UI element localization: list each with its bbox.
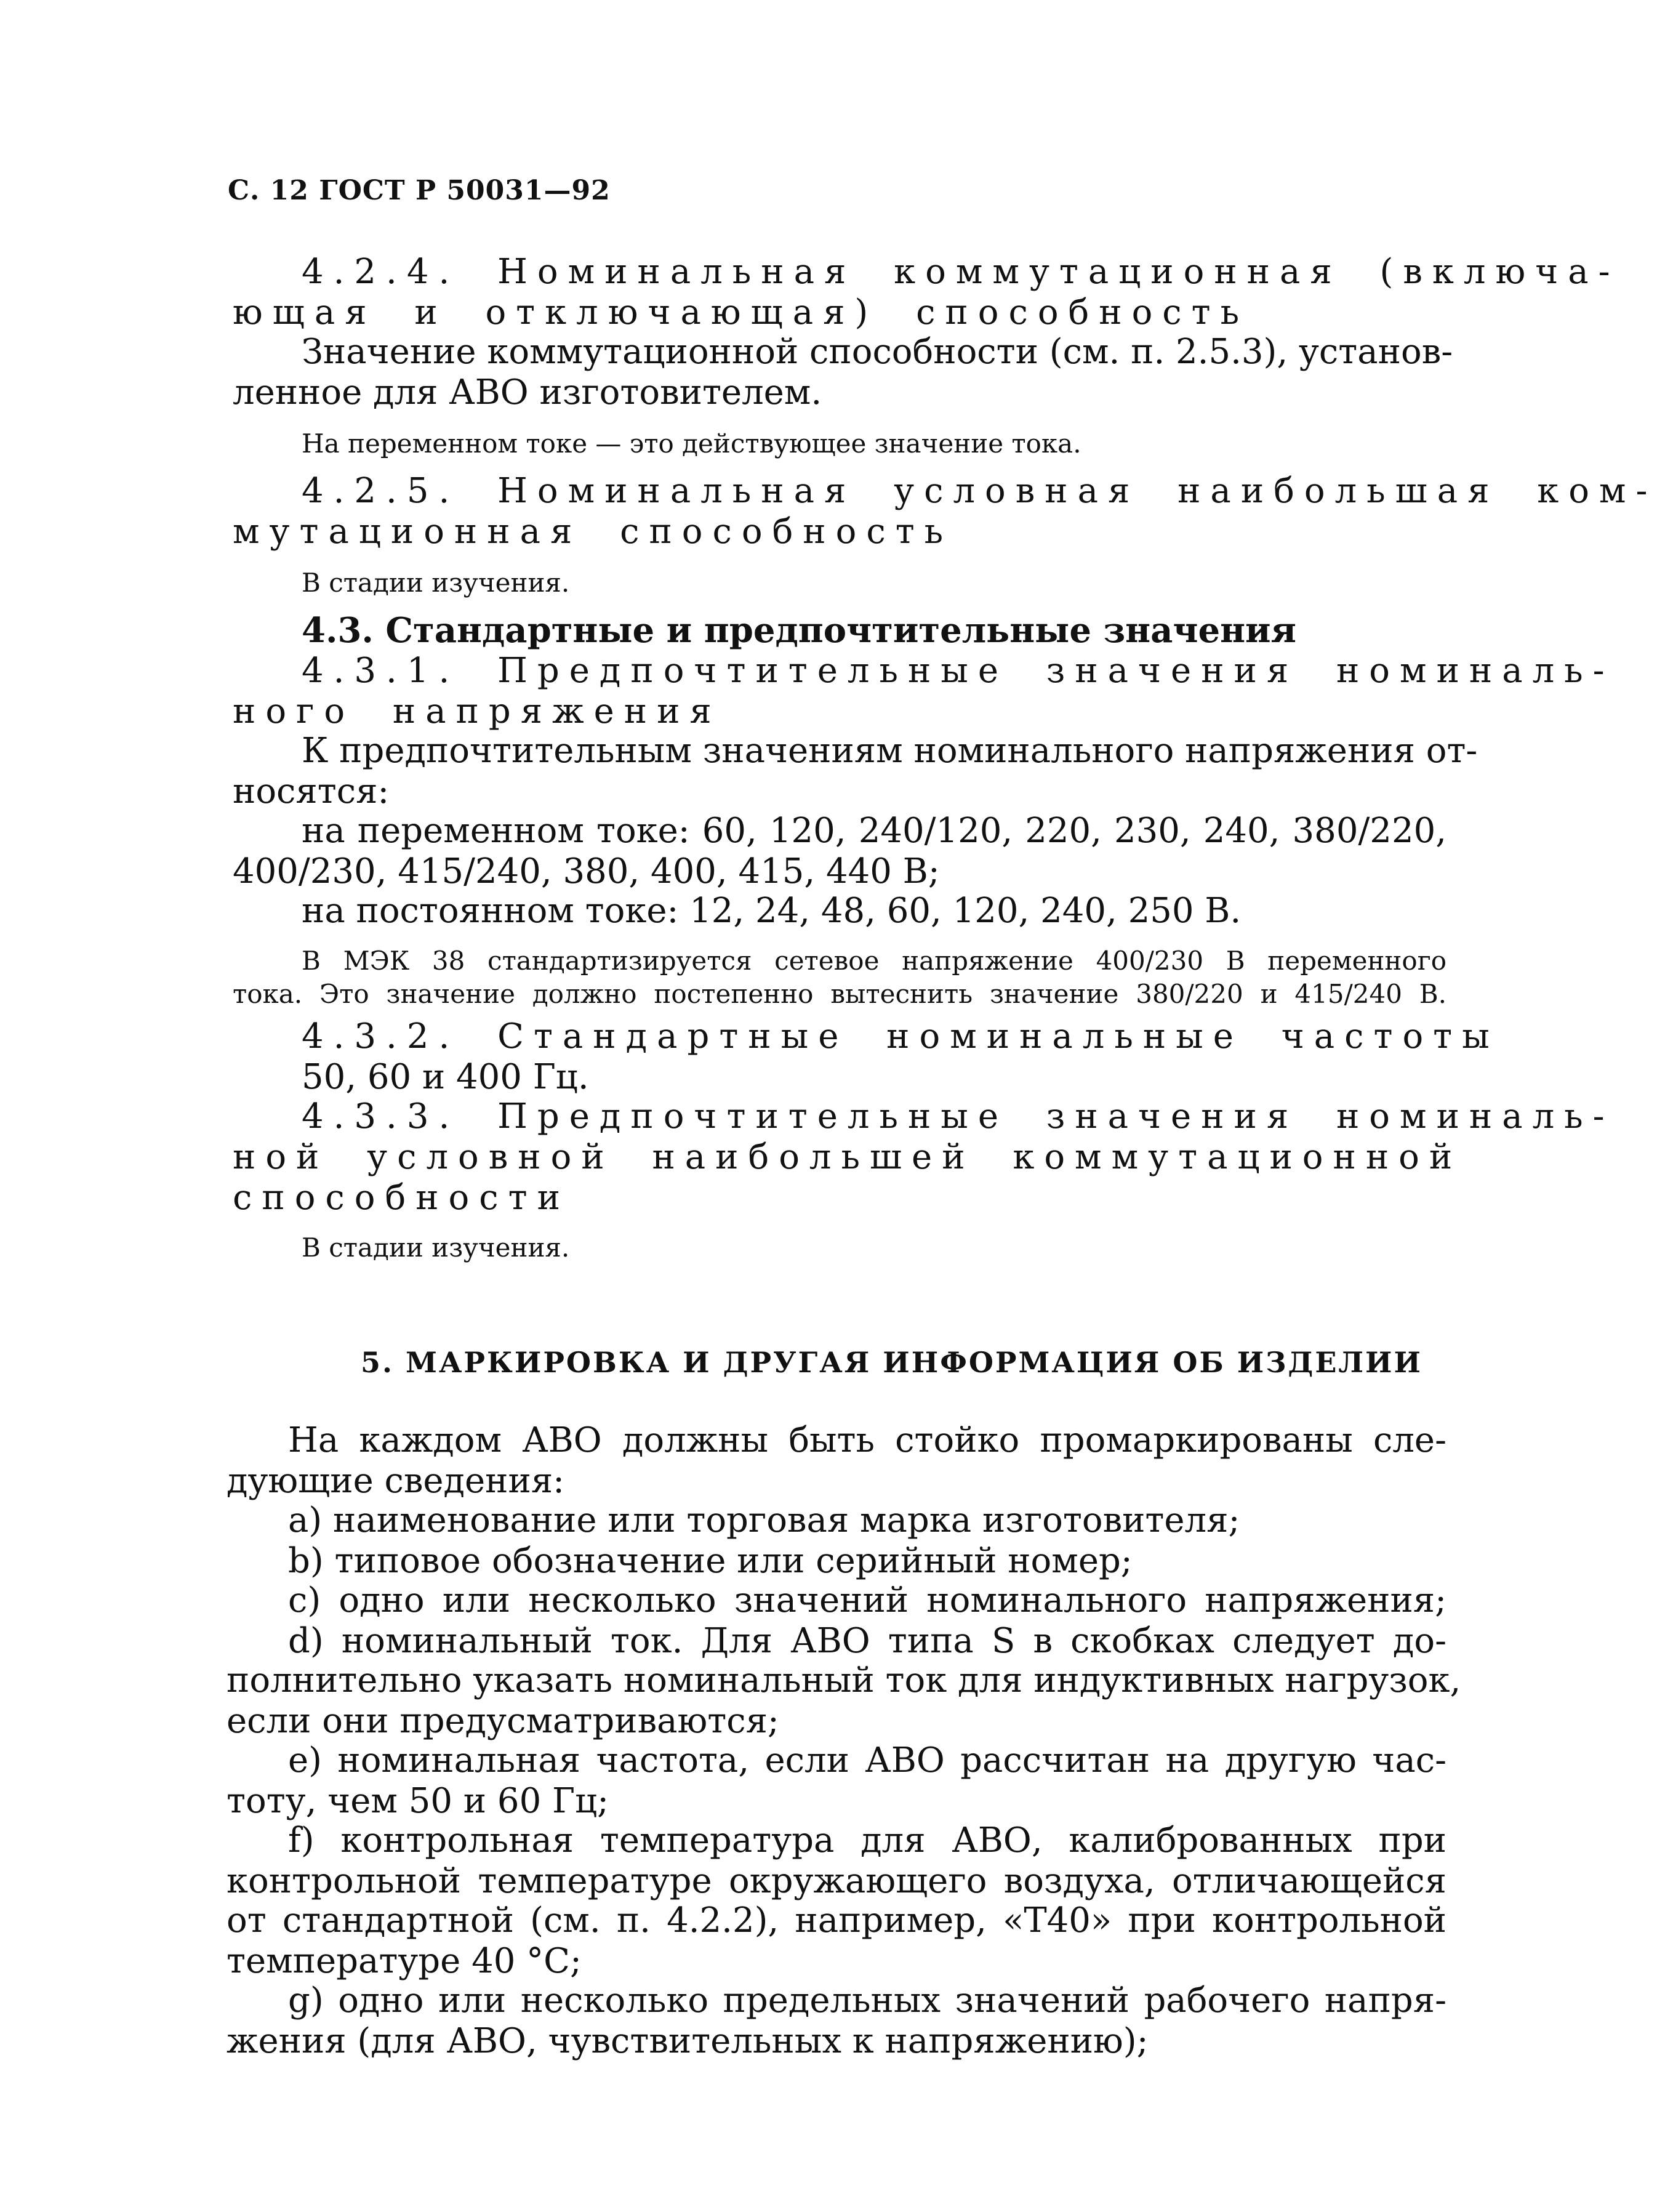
section-4-3-3-note: В стадии изучения. bbox=[302, 1233, 570, 1263]
section-5-intro-line2: дующие сведения: bbox=[227, 1461, 565, 1501]
section-4-3-1-text-line1: К предпочтительным значениям номинального напряжения от- bbox=[302, 731, 1478, 771]
page-header: С. 12 ГОСТ Р 50031—92 bbox=[228, 175, 611, 206]
section-5-intro-line1: На каждом АВО должны быть стойко промаркированы сле- bbox=[288, 1420, 1446, 1460]
list-item-g-line2: жения (для АВО, чувствительных к напряжению); bbox=[227, 2021, 1149, 2061]
list-item-d-line2: полнительно указать номинальный ток для индуктивных нагрузок, bbox=[227, 1660, 1461, 1700]
section-4-3-2-value: 50, 60 и 400 Гц. bbox=[302, 1057, 589, 1097]
section-4-3-3-title-line3: способности bbox=[233, 1178, 570, 1218]
section-4-2-4-title-line1: 4.2.4. Номинальная коммутационная (включа- bbox=[302, 252, 1620, 292]
list-item-f-line4: температуре 40 °С; bbox=[227, 1941, 582, 1981]
section-4-2-4-text-line1: Значение коммутационной способности (см. п. 2.5.3), установ- bbox=[302, 332, 1453, 372]
section-4-3-1-note-line1: В МЭК 38 стандартизируется сетевое напряжение 400/230 В переменного bbox=[302, 946, 1446, 976]
section-4-3-1-text-line2: носятся: bbox=[233, 771, 390, 811]
list-item-a: а) наименование или торговая марка изготовителя; bbox=[288, 1500, 1240, 1540]
list-item-f-line2: контрольной температуре окружающего воздуха, отличающейся bbox=[227, 1861, 1446, 1901]
section-4-3-3-title-line1: 4.3.3. Предпочтительные значения номиналь- bbox=[302, 1096, 1615, 1136]
list-item-e-line1: е) номинальная частота, если АВО рассчитан на другую час- bbox=[288, 1740, 1446, 1780]
section-5-heading: 5. МАРКИРОВКА И ДРУГАЯ ИНФОРМАЦИЯ ОБ ИЗДЕЛИИ bbox=[361, 1346, 1422, 1379]
list-item-e-line2: тоту, чем 50 и 60 Гц; bbox=[227, 1781, 609, 1821]
list-item-d-line3: если они предусматриваются; bbox=[227, 1701, 779, 1741]
section-4-2-4-title-line2: ющая и отключающая) способность bbox=[233, 292, 1250, 332]
list-item-c: с) одно или несколько значений номинального напряжения; bbox=[288, 1580, 1446, 1620]
dc-voltages: на постоянном токе: 12, 24, 48, 60, 120, 240, 250 В. bbox=[302, 891, 1242, 931]
list-item-b: b) типовое обозначение или серийный номер; bbox=[288, 1541, 1133, 1581]
section-4-2-4-note: На переменном токе — это действующее значение тока. bbox=[302, 428, 1081, 459]
section-4-2-4-text-line2: ленное для АВО изготовителем. bbox=[233, 372, 822, 412]
section-4-3-1-title-line2: ного напряжения bbox=[233, 691, 721, 731]
ac-voltages-line2: 400/230, 415/240, 380, 400, 415, 440 В; bbox=[233, 851, 940, 891]
section-4-3-title: 4.3. Стандартные и предпочтительные значения bbox=[302, 610, 1296, 651]
section-4-2-5-title-line2: мутационная способность bbox=[233, 512, 953, 552]
section-4-2-5-title-line1: 4.2.5. Номинальная условная наибольшая ком- bbox=[302, 471, 1657, 511]
list-item-f-line3: от стандартной (см. п. 4.2.2), например, «Т40» при контрольной bbox=[227, 1900, 1446, 1941]
list-item-g-line1: g) одно или несколько предельных значений рабочего напря- bbox=[288, 1981, 1446, 2021]
ac-voltages-line1: на переменном токе: 60, 120, 240/120, 220, 230, 240, 380/220, bbox=[302, 811, 1446, 851]
list-item-d-line1: d) номинальный ток. Для АВО типа S в скобках следует до- bbox=[288, 1621, 1446, 1661]
section-4-3-2-title: 4.3.2. Стандартные номинальные частоты bbox=[302, 1016, 1499, 1056]
section-4-2-5-note: В стадии изучения. bbox=[302, 568, 570, 598]
section-4-3-1-note-line2: тока. Это значение должно постепенно вытеснить значение 380/220 и 415/240 В. bbox=[233, 979, 1446, 1009]
list-item-f-line1: f) контрольная температура для АВО, калиброванных при bbox=[288, 1820, 1446, 1860]
section-4-3-1-title-line1: 4.3.1. Предпочтительные значения номиналь- bbox=[302, 651, 1615, 691]
section-4-3-3-title-line2: ной условной наибольшей коммутационной bbox=[233, 1137, 1462, 1177]
